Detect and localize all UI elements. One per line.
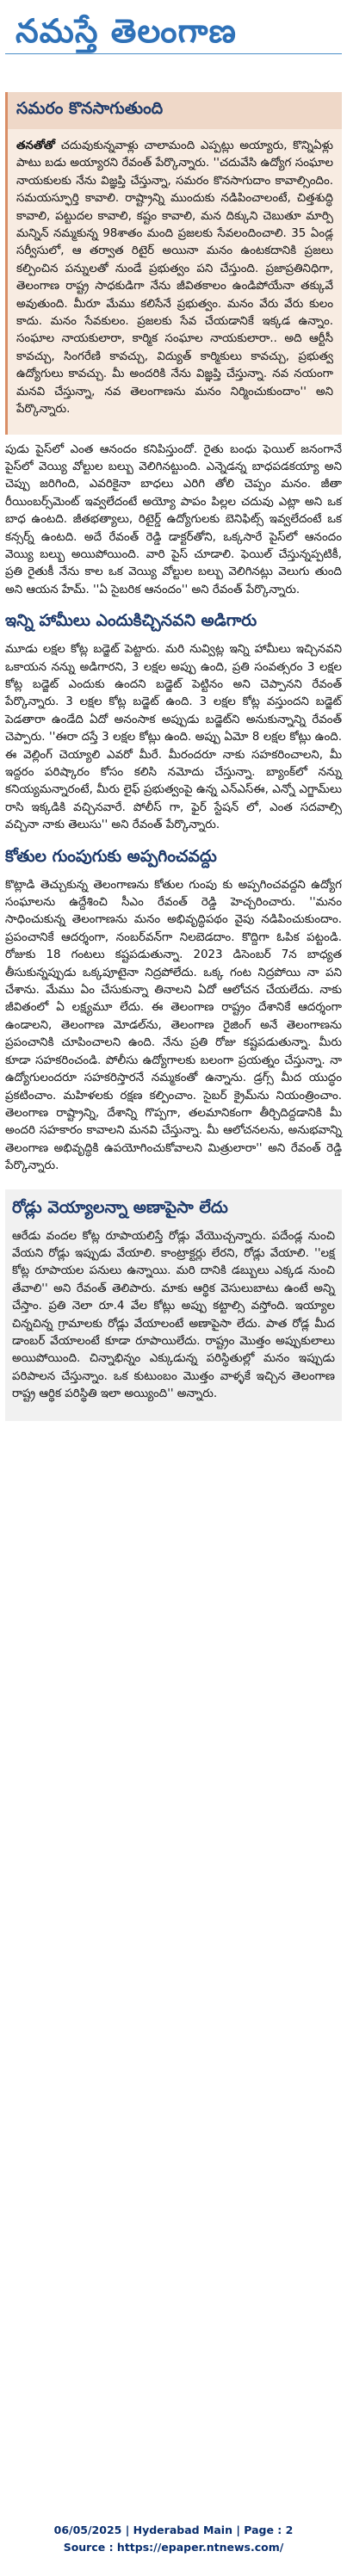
article-section (5, 847, 342, 1176)
article-paragraph: ఆరేడు వందల కోట్ల రూపాయలిస్తే రోడ్లు వేయొచ్చన్నారు. పదేండ్ల నుంచి వేయని రోడ్లు ఇప్పుడు వేయాలి. కాంట్రాక్టర్లు లేరని, రోడ్లు వేయాలి. ''లక్ష కోట్ల రూపాయల పనులు ఉన్నాయి. మరి దానికి డబ్బులు ఎక్కడ నుంచి తేవాలి'' అని రేవంత్ తెలిపారు. మాకు ఆర్థిక వెసులుబాటు ఉంటే అన్ని చేస్తాం. ప్రతి నెలా రూ.4 వేల కోట్లు అప్పు కట్టాల్సి వస్తోంది. ఇయ్యాల చిన్నచిన్న గ్రామాలకు రోడ్లు వేయాలంటే అణాపైసా లేదు. పాత రోడ్ల మీద డాంబర్ వేయాలంటే కూడా రూపాయిలేదు. రాష్ట్రం మొత్తం అప్పుకులాలు అయిపోయింది. చిన్నాభిన్నం ఎక్కుడున్న పరిస్థితుల్లో మనం ఇప్పుడు పరిపాలన చేస్తున్నాం. ఒక కుటుంబం మొత్తం వాళ్ళకే ఇచ్చిన తెలంగాణ రాష్ట్ర ఆర్థిక పరిస్థితి ఇలా అయ్యింది'' అన్నారు. (12, 1229, 335, 1401)
masthead (5, 0, 342, 54)
section-heading: సమరం కొనసాగుతుంది (8, 92, 342, 129)
boxed-article-section (5, 92, 342, 435)
article-paragraph: మూడు లక్షల కోట్ల బడ్జెట్ పెట్టారు. మరి నువ్విట్ల ఇన్ని హామీలు ఇచ్చినవని ఒకాయన నన్ను అడిగారని, 3 లక్షల అప్పు ఉంది, ప్రతి సంవత్సరం 3 లక్షల కోట్ల బడ్జెట్ ఎందుకు ఉందని బడ్జెట్ పెట్టినం అని చెప్పానని రేవంత్ పేర్కొన్నారు. 3 లక్షల కోట్ల బడ్జెట్ ఉంది. 3 లక్షల కోట్ల వస్తుందని బడ్జెట్ పెడతారా ఉండేది ఏదో అనంసాక అప్పుడు బడ్జెట్‌ని అనుకున్నాన్ని రేవంత్ చెప్పారు. ''ఈరా దస్తే 3 లక్షల కోట్లు ఉంది. అప్పు ఏమో 8 లక్షల కోట్లు ఉంది. ఈ వెల్లింగ్ చెయ్యాలి ఎవరో మీరే. మీరందరూ నాకు సహకరించాలని, మీ ఇద్దరం పరిష్కారం కోసం కలిసి నమోదు చేస్తున్నా. బ్యాంక్‌లో నన్ను కనియ్యమన్నారంటే, మీరు లైఫ్ ప్రభుత్వంపై ఉన్న ఎన్‌ఎస్ఈ, ఎన్నో ఎగ్జామ్‌లు రాసి ఇక్కడికి వచ్చినవారే. పోలీస్ గా, ఫైర్ స్టేషన్ లో, ఎంత సదవాల్సి వచ్చినా నాకు తెలుసు'' అని రేవంత్ పేర్కొన్నారు. (5, 643, 342, 832)
masthead-title: నమస్తే తెలంగాణ (15, 11, 237, 50)
article-paragraph: పుడు పైస్‌లో ఎంత ఆనందం కనిపిస్తుందో. రైతు బంధు ఫెయిల్ జనంగానే పైస్‌లో వెయ్యి వోల్టుల బల్బు వెలిగినట్టుంది. ఎన్నెడన్న బాధపడకయ్యా అని చెప్పు జరిగింది, ఎవరికైనా బాధలు ఎరిగి తోలి చెప్పం మనం. జీతా రీయింబర్స్‌మెంట్ ఇవ్వలేదంటే అయ్యో పాపం పిల్లల చదువు ఎట్లా అని ఒక బాధ ఉంటది. జీతభత్యాలు, రిటైర్డ్ ఉద్యోగులకు బెనిఫిట్స్ ఇవ్వలేదంటే ఒక కన్సర్న్ ఉంటది. అదే రేవంత్ రెడ్డి డాక్టర్‌తోని, ఒక్కసారే పైస్‌లో ఆనందం వెయ్యి బల్బు అయిపోయింది. వారి పైస్ చూడాలి. ఫెయిల్ చేస్తున్నప్పటికీ, ప్రతి రైతుకీ నేను కాల ఒక వెయ్యి వోల్టుల బల్బు వెలిగినట్లు వెలుగు తుంది అని ఆయన హేమ్. ''ఏ సైబరిక ఆనందం'' అని రేవంత్ పేర్కొన్నారు. (5, 442, 342, 596)
article-section (5, 611, 342, 834)
shaded-article-section (5, 1189, 342, 1421)
section-heading: రోడ్లు వెయ్యాలన్నా అణాపైసా లేదు (12, 1197, 228, 1217)
edition-info: 06/05/2025 | Hyderabad Main | Page : 2 (53, 2523, 294, 2536)
section-heading: ఇన్ని హామీలు ఎందుకిచ్చినవని అడిగారు (5, 611, 257, 631)
section-heading: కోతుల గుంపుగుకు అప్పగించవద్దు (5, 846, 217, 866)
lead-word: తనతోతో (16, 139, 55, 152)
article-paragraph (16, 138, 333, 419)
article-paragraph: కొట్లాడి తెచ్చుకున్న తెలంగాణను కోతుల గుంపు కు అప్పగించవద్దని ఉద్యోగ సంఘాలను ఉద్దేశించి సీఎం రేవంత్ రెడ్డి హెచ్చరించారు. ''మనం సాధించుకున్న తెలంగాణను మనం అభివృద్ధిపథం వైపు నడిపించుకుందాం. ప్రపంచానికే ఆదర్శంగా, నంబర్‌వన్‌గా నిలబెడదాం. కొద్దిగా ఓపిక పట్టండి. రోజుకు 18 గంటలు కష్టపడుతున్నా. 2023 డిసెంబర్ 7న బాధ్యత తీసుకున్నప్పుడు ఒక్కపూటైనా నిద్రపోలేదు. ఒక్క గంట నిద్రపోయి నా పని చేశాను. మేము ఏం చేసుకున్నా తినాలని ఏదో ఆలోచన చేయలేదు. నాకు జీవితంలో ఏ లక్ష్యమూ లేదు. ఈ తెలంగాణ రాష్ట్రం దేశానికే ఆదర్శంగా ఉండాలని, తెలంగాణ మోడల్‌ను, తెలంగాణ రైజింగ్ అనే తెలంగాణను ప్రపంచానికి చూపించాలని ఉంది. నేను ప్రతి రోజు కష్టపడుతున్నా. మీరు కూడా సహకరించండి. పోలీసు ఉద్యోగాలకు బలంగా ప్రయత్నం చేస్తున్నా. నా ఉద్యోగులందరూ సహకరిస్తారనే నమ్మకంతో ఉన్నాను. డ్రగ్స్ మీద యుద్ధం ప్రకటించాం. మహిళలకు రక్షణ కల్పించాం. సైబర్ క్రైమ్‌ను నియంత్రించాం. తెలంగాణ రాష్ట్రాన్ని, దేశాన్ని గొప్పగా, తలమానికంగా తీర్చిదిద్దడానికి మీ అందరి సహకారం కావాలని మనవి చేస్తున్నా. మీ ఆలోచనలను, అనుభవాన్ని తెలంగాణ అభివృద్ధికి ఉపయోగించుకోవాలని మిత్రులారా'' అని రేవంత్ రెడ్డి పేర్కొన్నారు. (5, 878, 342, 1173)
continuation-section (5, 442, 342, 600)
source-link[interactable]: Source : https://epaper.ntnews.com/ (63, 2541, 284, 2554)
paragraph-text: చదువుకున్నవాళ్లు చాలామంది ఎప్పట్లు అయ్యారు, కొన్నిఏళ్లు పాటు బడు అయ్యారని రేవంత్ పేర్కొన్నారు. ''చదువేసి ఉద్యోగ సంఘాల నాయకులకు నేను విజ్ఞప్తి చేస్తున్నా, సమరం కొనసాగుదాం కావాల్సిందిం. సమయస్ఫూర్తి కావాలి. రాష్ట్రాన్ని ముందుకు నడిపించాలంటే, చిత్తశుద్ధి కావాలి, పట్టుదల కావాలి, కష్టం కావాలి, మన దిక్కుని చెబుతూ మార్పి మన్నిన్ నమ్మకున్న 98శాతం మంది ప్రజలకు సేవలందించాలి. 35 ఏండ్ల సర్వీసులో, ఆ తర్వాత రిటైర్ అయినా మనం ఉంటకదానికి ప్రజలు కల్పించిన పన్నులతో నుండే ప్రభుత్వం పని చేస్తుంది. ప్రజాప్రతినిధిగా, తెలంగాణ రాష్ట్ర సాధకుడిగా నేను జీవితకాలం ఉండిపోయేనా తక్కువే అవుతుంది. మీరూ మేము కలిసేనే ప్రభుత్వం. మనం వేరు వేరు కులం కాదు. మనం సేవకులం. ప్రజలకు సేవ చేయడానికే ఇక్కడ ఉన్నాం. సంఘాల నాయకులారా, కార్మిక సంఘాల నాయకులారా.. అది ఆర్టీసీ కావచ్చు, సింగరేణి కావచ్చు, విద్యుత్ కార్మికులు కావచ్చు, ప్రభుత్వ ఉద్యోగులు కావచ్చు. మీ అందరికి నేను విజ్ఞప్తి చేస్తున్నా. నవ నయంగా మనవి చేస్తున్నా, నవ తెలంగాణను మనం నిర్మించుకుందాం'' అని పేర్కొన్నారు. (16, 139, 333, 417)
page-footer (0, 2522, 347, 2556)
